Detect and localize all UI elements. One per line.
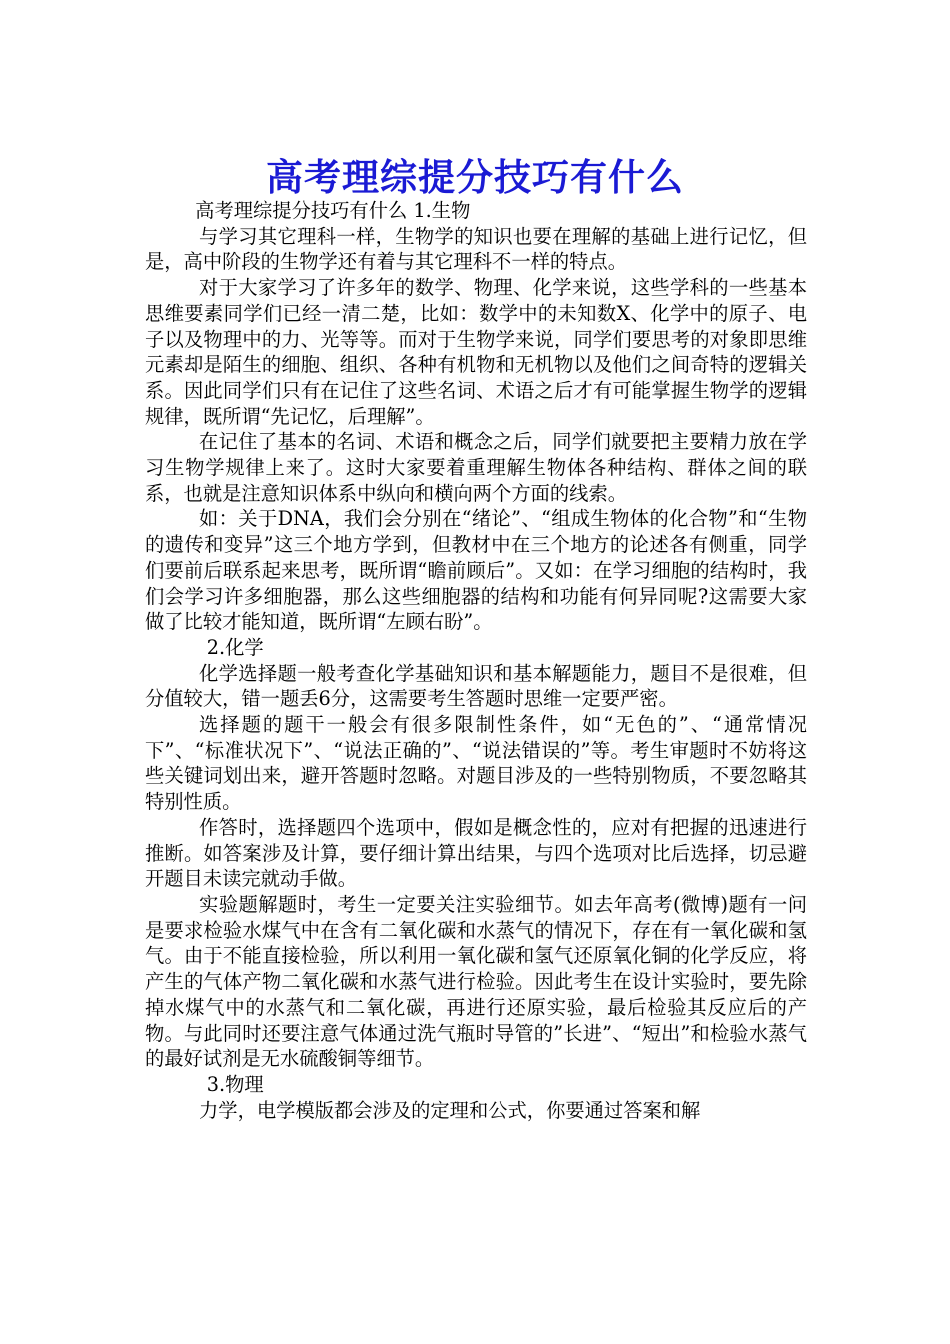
paragraph: 对于大家学习了许多年的数学、物理、化学来说，这些学科的一些基本思维要素同学们已经一清二楚，比如：数学中的未知数X、化学中的原子、电子以及物理中的力、光等等。而对于生物学来说，同学们要思考的对象即思维元素却是陌生的细胞、组织、各种有机物和无机物以及他们之间奇特的逻辑关系。因此同学们只有在记住了这些名词、术语之后才有可能掌握生物学的逻辑规律，既所谓“先记忆，后理解”。 <box>145 276 807 428</box>
document-body <box>145 198 807 1123</box>
paragraph: 力学，电学模版都会涉及的定理和公式，你要通过答案和解 <box>199 1098 701 1122</box>
paragraph: 如：关于DNA，我们会分别在“绪论”、“组成生物体的化合物”和“生物的遗传和变异”这三个地方学到，但教材中在三个地方的论述各有侧重，同学们要前后联系起来思考，既所谓“瞻前顾后”。又如：在学习细胞的结构时，我们会学习许多细胞器，那么这些细胞器的结构和功能有何异同呢?这需要大家做了比较才能知道，既所谓“左顾右盼”。 <box>145 507 807 634</box>
section-heading-physics: 3.物理 <box>206 1072 264 1096</box>
document-title: 高考理综提分技巧有什么 <box>266 154 684 199</box>
paragraph: 在记住了基本的名词、术语和概念之后，同学们就要把主要精力放在学习生物学规律上来了。这时大家要着重理解生物体各种结构、群体之间的联系，也就是注意知识体系中纵向和横向两个方面的线索。 <box>145 430 807 505</box>
intro-heading-paragraph: 高考理综提分技巧有什么 1.生物 <box>195 199 471 222</box>
paragraph: 作答时，选择题四个选项中，假如是概念性的，应对有把握的迅速进行推断。如答案涉及计算，要仔细计算出结果，与四个选项对比后选择，切忌避开题目未读完就动手做。 <box>145 815 807 891</box>
paragraph: 实验题解题时，考生一定要关注实验细节。如去年高考(微博)题有一问是要求检验水煤气中在含有二氧化碳和水蒸气的情况下，存在有一氧化碳和氢气。由于不能直接检验，所以利用一氧化碳和氢气还原氧化铜的化学反应，将产生的气体产物二氧化碳和水蒸气进行检验。因此考生在设计实验时，要先除掉水煤气中的水蒸气和二氧化碳，再进行还原实验，最后检验其反应后的产物。与此同时还要注意气体通过洗气瓶时导管的”长进”、“短出”和检验水蒸气的最好试剂是无水硫酸铜等细节。 <box>145 892 807 1071</box>
paragraph: 选择题的题干一般会有很多限制性条件，如“无色的”、“通常情况下”、“标准状况下”、“说法正确的”、“说法错误的”等。考生审题时不妨将这些关键词划出来，避开答题时忽略。对题目涉及的一些特别物质，不要忽略其特别性质。 <box>145 713 807 814</box>
section-heading-chemistry: 2.化学 <box>206 635 264 659</box>
paragraph: 化学选择题一般考查化学基础知识和基本解题能力，题目不是很难，但分值较大，错一题丢6分，这需要考生答题时思维一定要严密。 <box>145 661 807 711</box>
paragraph: 与学习其它理科一样，生物学的知识也要在理解的基础上进行记忆，但是，高中阶段的生物学还有着与其它理科不一样的特点。 <box>145 224 807 274</box>
